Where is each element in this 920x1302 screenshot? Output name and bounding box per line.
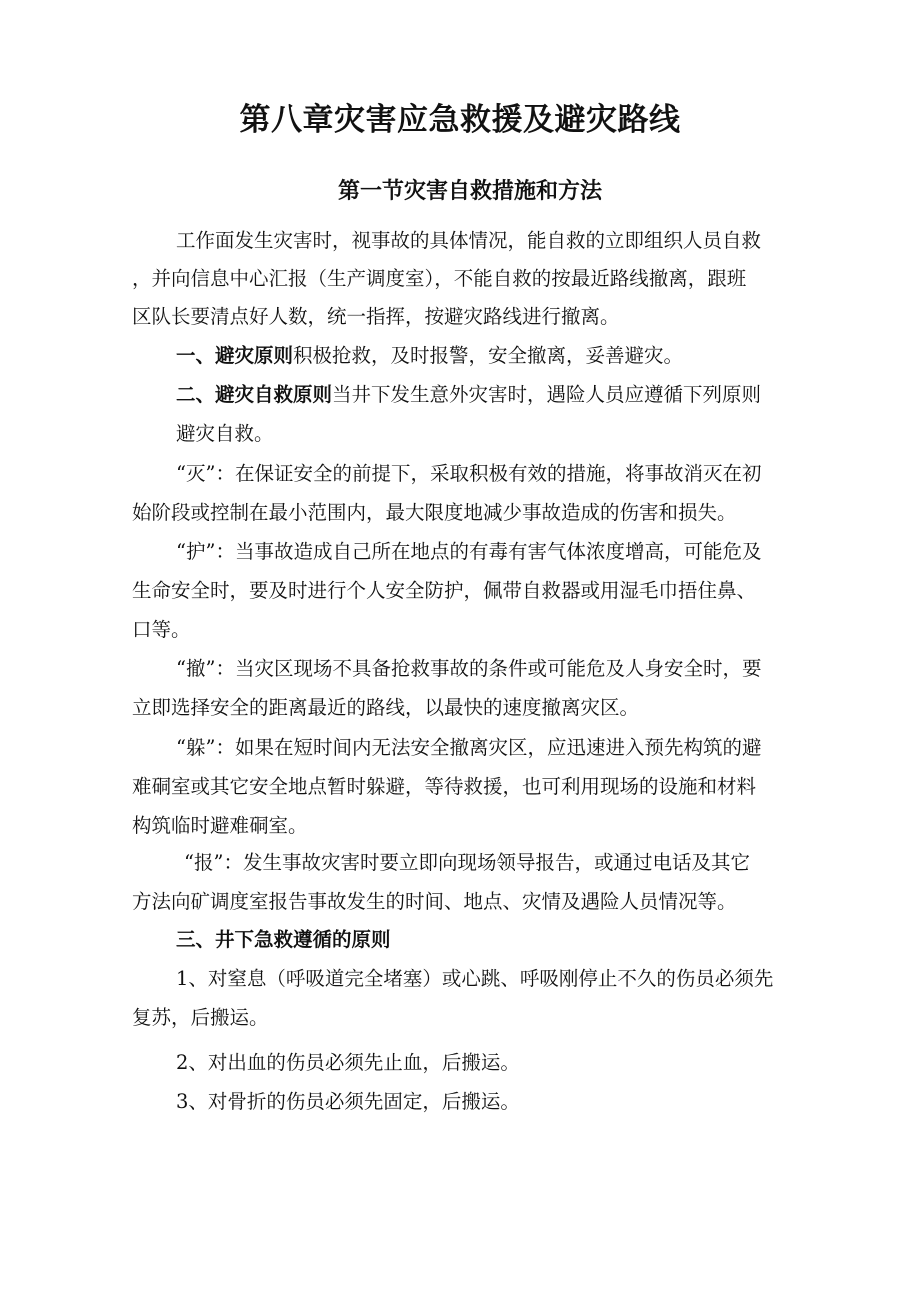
item-hu-line: “护”：当事故造成自己所在地点的有毒有害气体浓度增高，可能危及 [176,540,762,563]
rule-line: 3、对骨折的伤员必须先固定，后搬运。 [176,1090,520,1113]
section-title: 第一节灾害自救措施和方法 [337,179,602,204]
item-bao-line: 方法向矿调度室报告事故发生的时间、地点、灾情及遇险人员情况等。 [132,890,737,913]
rule-line: 1、对窒息（呼吸道完全堵塞）或心跳、呼吸刚停止不久的伤员必须先 [176,967,774,990]
principle-three-label: 三、井下急救遵循的原则 [176,928,391,951]
principle-two-continuation: 避灾自救。 [176,422,274,445]
principle-one-text: 积极抢救，及时报警，安全撤离，妥善避灾。 [293,344,684,367]
principle-two-text: 当井下发生意外灾害时，遇险人员应遵循下列原则 [332,383,762,406]
principle-one-label: 一、避灾原则 [176,344,294,367]
rule-line: 2、对出血的伤员必须先止血，后搬运。 [176,1051,520,1074]
rule-line: 复苏，后搬运。 [132,1006,269,1029]
item-che-line: “撤”：当灾区现场不具备抢救事故的条件或可能危及人身安全时，要 [176,657,762,680]
principle-two [176,377,761,413]
item-mie-line: “灭”：在保证安全的前提下，采取积极有效的措施，将事故消灭在初 [176,462,762,485]
principle-one [176,338,683,374]
intro-line: ，并向信息中心汇报（生产调度室），不能自救的按最近路线撤离，跟班 [132,267,747,290]
intro-line: 区队长要清点好人数，统一指挥，按避灾路线进行撤离。 [132,305,620,328]
principle-two-label: 二、避灾自救原则 [176,383,333,406]
item-hu-line: 口等。 [132,618,191,641]
intro-line: 工作面发生灾害时，视事故的具体情况，能自救的立即组织人员自救 [176,229,762,252]
item-duo-line: 构筑临时避难硐室。 [132,814,308,837]
item-mie-line: 始阶段或控制在最小范围内，最大限度地减少事故造成的伤害和损失。 [132,501,737,524]
item-bao-line: “报”：发生事故灾害时要立即向现场领导报告，或通过电话及其它 [184,851,750,874]
item-hu-line: 生命安全时，要及时进行个人安全防护，佩带自救器或用湿毛巾捂住鼻、 [132,579,757,602]
item-duo-line: “躲”：如果在短时间内无法安全撤离灾区，应迅速进入预先构筑的避 [176,736,762,759]
item-che-line: 立即选择安全的距离最近的路线，以最快的速度撤离灾区。 [132,696,640,719]
item-duo-line: 难硐室或其它安全地点暂时躲避，等待救援，也可利用现场的设施和材料 [132,775,757,798]
chapter-title: 第八章灾害应急救援及避灾路线 [239,102,681,138]
